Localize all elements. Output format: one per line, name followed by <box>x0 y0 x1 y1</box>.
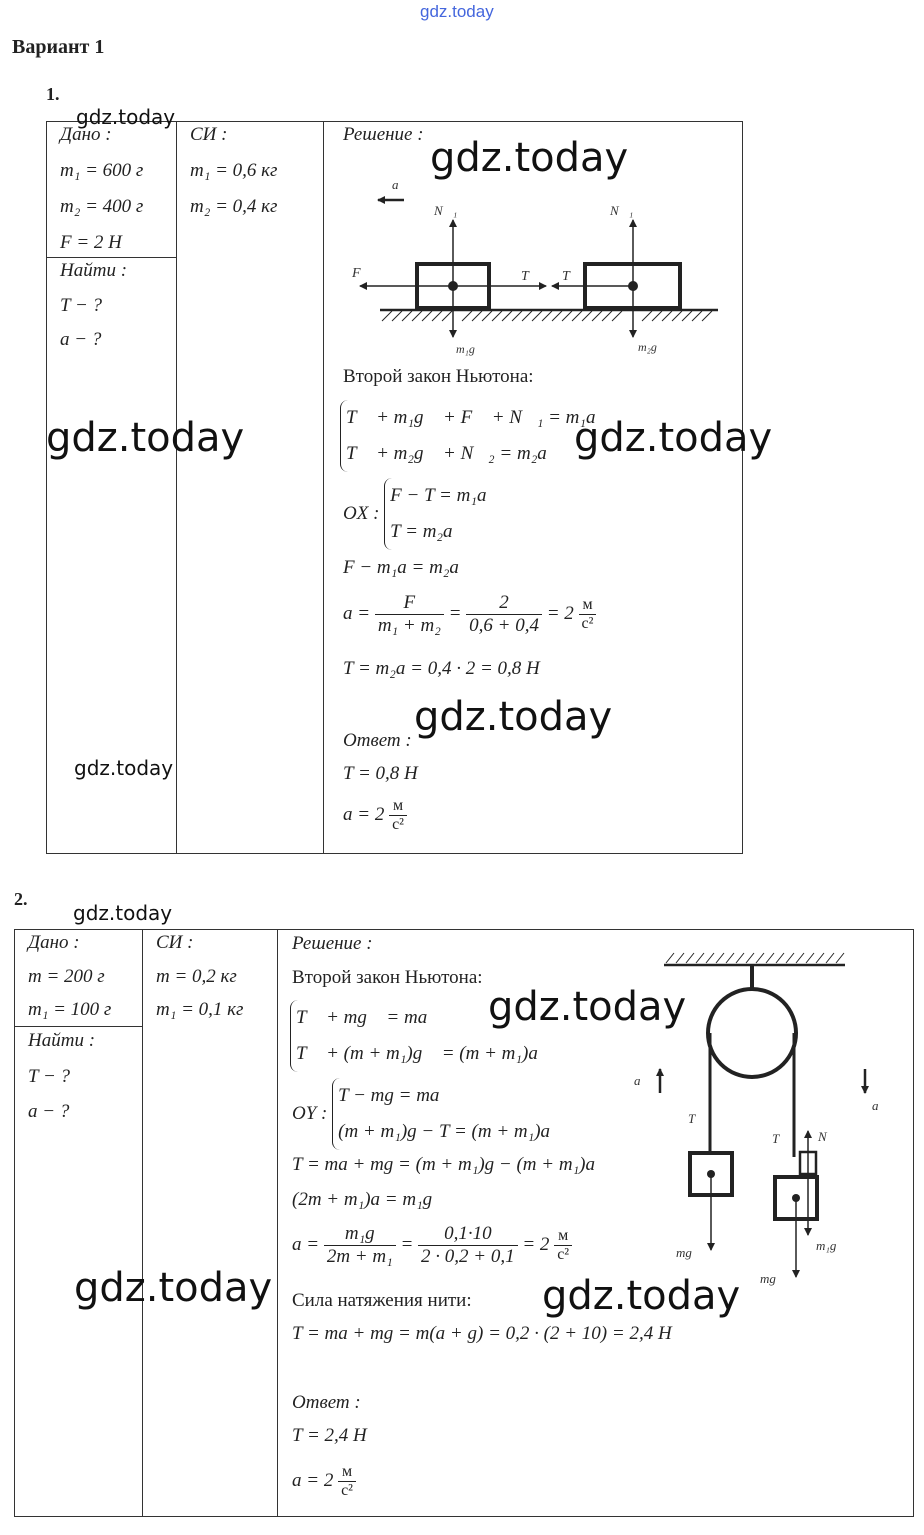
problem2-given-divider <box>14 1026 142 1027</box>
p1-a-formula <box>343 592 596 637</box>
header-watermark: gdz.today <box>420 2 494 21</box>
p1-label-n1: N⃗₁ <box>434 203 458 218</box>
watermark-7: gdz.today <box>73 901 173 925</box>
p2-vec-eq1: T⃗ + mg⃗ = ma⃗ <box>296 1007 442 1028</box>
p1-ox-system <box>343 478 486 550</box>
watermark-5: gdz.today <box>414 694 613 740</box>
p1-eq3: F − m₁a = m₂a <box>343 557 459 578</box>
p2-answer-a <box>292 1463 356 1500</box>
p1-newton-label: Второй закон Ньютона: <box>343 366 534 387</box>
p2-oy-eq2: (m + m₁)g − T = (m + m₁)a <box>338 1121 551 1142</box>
p2-a-frac2-num: 0,1·10 <box>418 1223 518 1246</box>
p1-given-f: F = 2 Н <box>60 232 122 253</box>
p1-given-m1: m₁ = 600 г <box>60 160 144 181</box>
p2-label-a-left: a⃗ <box>634 1073 651 1088</box>
p1-given-label: Дано : <box>60 124 112 145</box>
watermark-8: gdz.today <box>488 984 687 1030</box>
p1-answer-unit-num: м <box>389 797 407 816</box>
p2-find-a: a − ? <box>28 1101 70 1122</box>
p2-solution-label: Решение : <box>292 933 373 954</box>
p2-eq3: T = ma + mg = (m + m₁)g − (m + m₁)a <box>292 1154 595 1175</box>
p2-a-frac2-den: 2 · 0,2 + 0,1 <box>421 1246 515 1267</box>
problem2-col-divider-2 <box>277 929 278 1517</box>
p2-label-t-left: T⃗ <box>688 1111 706 1126</box>
p2-eq4: (2m + m₁)a = m₁g <box>292 1189 433 1210</box>
p2-label-n: N⃗ <box>818 1129 837 1144</box>
p2-t-calc: T = ma + mg = m(a + g) = 0,2 · (2 + 10) = 2,4 Н <box>292 1323 672 1344</box>
p2-vec-eq2: T⃗ + (m + m₁)g⃗ = (m + m₁)a⃗ <box>296 1043 553 1064</box>
problem2-number: 2. <box>14 889 28 909</box>
p2-find-t: T − ? <box>28 1066 71 1087</box>
p1-label-t2: T⃗ <box>562 269 581 284</box>
watermark-6: gdz.today <box>74 756 174 780</box>
p1-find-a: a − ? <box>60 329 102 350</box>
problem1-col-divider-2 <box>323 121 324 854</box>
p1-find-t: T − ? <box>60 295 103 316</box>
p2-pulley-wheel <box>708 989 796 1077</box>
p1-answer-unit-den: с² <box>392 816 404 833</box>
p1-ox-label: OX : <box>343 503 380 524</box>
variant-title: Вариант 1 <box>12 36 105 58</box>
watermark-1: gdz.today <box>76 105 176 129</box>
p2-answer-a-value: a = 2 <box>292 1469 334 1491</box>
watermark-3: gdz.today <box>46 415 245 461</box>
p2-si-m: m = 0,2 кг <box>156 966 237 987</box>
p1-a-lhs: a = <box>343 602 371 624</box>
p1-vector-system <box>340 400 610 472</box>
p2-answer-label: Ответ : <box>292 1392 361 1413</box>
p1-a-frac2-num: 2 <box>466 592 542 615</box>
p1-ox-eq1: F − T = m₁a <box>390 485 487 506</box>
p1-given-m2: m₂ = 400 г <box>60 196 144 217</box>
p1-label-n2: N⃗₁ <box>610 203 634 218</box>
p2-label-t-right: T⃗ <box>772 1131 790 1146</box>
p1-t-calc: T = m₂a = 0,4 · 2 = 0,8 Н <box>343 658 540 679</box>
p2-label-mg-right: mg⃗ <box>760 1271 786 1286</box>
p1-vec-eq1: T⃗ + m₁g⃗ + F⃗ + N⃗₁ = m₁a⃗ <box>346 407 611 428</box>
p1-answer-label: Ответ : <box>343 730 412 751</box>
p2-ceiling <box>664 953 845 965</box>
p1-label-g2: m₂g⃗ <box>638 340 667 354</box>
p2-given-m1: m₁ = 100 г <box>28 999 112 1020</box>
problem1-given-divider <box>46 257 176 258</box>
p1-label-t1: T⃗ <box>521 269 540 284</box>
p2-a-result: = 2 <box>522 1233 550 1255</box>
p1-si-m2: m₂ = 0,4 кг <box>190 196 278 217</box>
p2-label-a-right: a⃗ <box>872 1098 889 1113</box>
p2-oy-system <box>292 1078 550 1150</box>
p2-given-label: Дано : <box>28 932 80 953</box>
p2-label-mg-left: mg⃗ <box>676 1245 702 1260</box>
p2-tension-label: Сила натяжения нити: <box>292 1290 472 1311</box>
p1-a-frac1-den: m₁ + m₂ <box>377 615 441 636</box>
p1-ground <box>380 310 718 321</box>
p2-si-label: СИ : <box>156 932 194 953</box>
problem1-number: 1. <box>46 84 60 104</box>
p1-a-result: = 2 <box>546 602 574 624</box>
p1-si-m1: m₁ = 0,6 кг <box>190 160 278 181</box>
p1-a-frac2-den: 0,6 + 0,4 <box>469 615 539 636</box>
p2-a-eq: = <box>400 1233 414 1255</box>
p2-oy-eq1: T − mg = ma <box>338 1085 440 1106</box>
p2-answer-unit-num: м <box>338 1463 356 1482</box>
p2-answer-t: T = 2,4 Н <box>292 1425 367 1446</box>
p2-a-frac1-num: m₁g <box>324 1223 396 1246</box>
p2-a-frac1-den: 2m + m₁ <box>326 1246 393 1267</box>
p1-answer-a-value: a = 2 <box>343 803 385 825</box>
problem1-col-divider-1 <box>176 121 177 854</box>
watermark-9: gdz.today <box>74 1265 273 1311</box>
p2-oy-label: OY : <box>292 1103 328 1124</box>
p2-a-lhs: a = <box>292 1233 320 1255</box>
p1-solution-label: Решение : <box>343 124 424 145</box>
p1-answer-t: T = 0,8 Н <box>343 763 418 784</box>
p1-ox-eq2: T = m₂a <box>390 521 453 542</box>
p1-unit-den: с² <box>581 615 594 632</box>
p2-find-label: Найти : <box>28 1030 96 1051</box>
p2-given-m: m = 200 г <box>28 966 105 987</box>
p1-label-f: F <box>352 266 361 281</box>
p2-unit-num: м <box>554 1227 572 1246</box>
p1-diagram <box>340 175 730 360</box>
p2-a-formula <box>292 1223 572 1268</box>
p1-a-eq: = <box>448 602 462 624</box>
p1-label-a: a⃗ <box>392 177 409 192</box>
p1-label-g1: m₁g⃗ <box>456 342 485 356</box>
p1-a-frac1-num: F <box>375 592 444 615</box>
p1-find-label: Найти : <box>60 260 128 281</box>
problem2-col-divider-1 <box>142 929 143 1517</box>
p2-answer-unit-den: с² <box>341 1482 353 1499</box>
p2-si-m1: m₁ = 0,1 кг <box>156 999 244 1020</box>
p2-unit-den: с² <box>557 1246 570 1263</box>
p1-answer-a <box>343 797 407 834</box>
p2-newton-label: Второй закон Ньютона: <box>292 967 483 988</box>
watermark-4: gdz.today <box>574 415 773 461</box>
watermark-2: gdz.today <box>430 135 629 181</box>
watermark-10: gdz.today <box>542 1273 741 1319</box>
p1-vec-eq2: T⃗ + m₂g⃗ + N⃗₂ = m₂a⃗ <box>346 443 562 464</box>
p1-si-label: СИ : <box>190 124 228 145</box>
p2-label-m1g: m₁g⃗ <box>816 1238 847 1253</box>
p1-unit-num: м <box>579 596 597 615</box>
